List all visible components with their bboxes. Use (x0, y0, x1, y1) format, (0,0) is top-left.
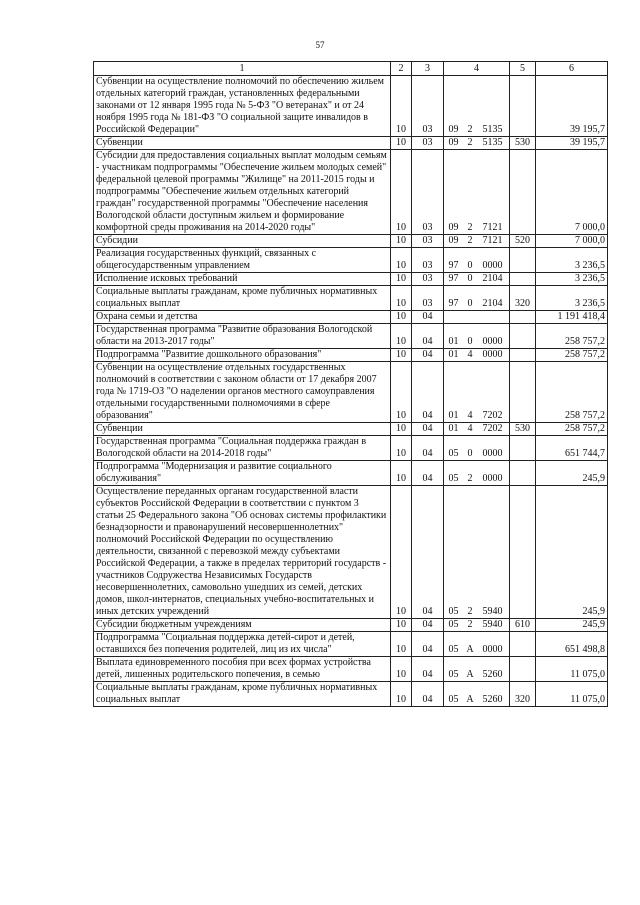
row-expense-type (510, 632, 536, 657)
row-name: Реализация государственных функций, связанных с общегосударственным управлением (94, 248, 391, 273)
code-direction: 5135 (482, 137, 503, 148)
row-expense-type: 530 (510, 137, 536, 150)
row-name: Подпрограмма "Социальная поддержка детей-сирот и детей, оставшихся без попечения родителей, лиц из их числа" (94, 632, 391, 657)
table-row (94, 619, 608, 632)
code-program: 05 (448, 473, 459, 484)
page-number: 57 (315, 40, 325, 50)
header-cell: 2 (391, 62, 412, 76)
row-section: 10 (391, 486, 412, 619)
row-subsection: 03 (412, 273, 444, 286)
code-program: 09 (448, 222, 459, 233)
row-name: Исполнение исковых требований (94, 273, 391, 286)
row-section: 10 (391, 248, 412, 273)
row-subsection: 04 (412, 423, 444, 436)
code-subprogram: 2 (467, 222, 473, 233)
code-subprogram: 4 (467, 410, 473, 421)
header-cell: 6 (536, 62, 608, 76)
row-subsection: 03 (412, 150, 444, 235)
row-amount: 258 757,2 (536, 362, 608, 423)
code-subprogram: А (466, 644, 474, 655)
header-cell: 5 (510, 62, 536, 76)
code-subprogram: 2 (467, 473, 473, 484)
row-amount: 258 757,2 (536, 423, 608, 436)
code-direction: 7202 (482, 410, 503, 421)
row-target-code (444, 632, 510, 657)
code-program: 97 (448, 260, 459, 271)
row-subsection: 03 (412, 76, 444, 137)
table-row (94, 324, 608, 349)
row-section: 10 (391, 632, 412, 657)
table-row (94, 632, 608, 657)
table-row (94, 286, 608, 311)
row-target-code (444, 349, 510, 362)
code-direction: 0000 (482, 473, 503, 484)
code-subprogram: 4 (467, 423, 473, 434)
row-amount: 1 191 418,4 (536, 311, 608, 324)
row-section: 10 (391, 311, 412, 324)
row-target-code (444, 324, 510, 349)
row-subsection: 03 (412, 286, 444, 311)
row-amount: 7 000,0 (536, 235, 608, 248)
row-section: 10 (391, 657, 412, 682)
row-target-code (444, 486, 510, 619)
row-expense-type (510, 150, 536, 235)
code-direction: 0000 (482, 336, 503, 347)
row-name: Выплата единовременного пособия при всех формах устройства детей, лишенных родительского попечения, в семью (94, 657, 391, 682)
row-section: 10 (391, 362, 412, 423)
row-name: Социальные выплаты гражданам, кроме публичных нормативных социальных выплат (94, 286, 391, 311)
row-section: 10 (391, 286, 412, 311)
table-row (94, 248, 608, 273)
row-expense-type (510, 349, 536, 362)
row-subsection: 04 (412, 324, 444, 349)
row-target-code (444, 423, 510, 436)
row-name: Субсидии бюджетным учреждениям (94, 619, 391, 632)
row-name: Социальные выплаты гражданам, кроме публичных нормативных социальных выплат (94, 682, 391, 707)
code-program: 05 (448, 619, 459, 630)
row-section: 10 (391, 76, 412, 137)
row-subsection: 04 (412, 436, 444, 461)
row-name: Подпрограмма "Модернизация и развитие социального обслуживания" (94, 461, 391, 486)
code-subprogram: 0 (467, 298, 473, 309)
row-target-code (444, 248, 510, 273)
code-direction: 2104 (482, 298, 503, 309)
row-section: 10 (391, 235, 412, 248)
code-subprogram: А (466, 694, 474, 705)
code-program: 05 (448, 606, 459, 617)
code-subprogram: 2 (467, 235, 473, 246)
table-row (94, 461, 608, 486)
row-name: Субвенции на осуществление полномочий по обеспечению жильем отдельных категорий граждан, установленных федеральными законами от 12 января 1995 года № 5-ФЗ "О ветеранах" и от 24 ноября 1995 года № 181-ФЗ "О социальной защите инвалидов в Российской Федерации" (94, 76, 391, 137)
code-program: 05 (448, 644, 459, 655)
row-subsection: 03 (412, 248, 444, 273)
code-direction: 7202 (482, 423, 503, 434)
row-section: 10 (391, 137, 412, 150)
table-row (94, 657, 608, 682)
row-amount: 7 000,0 (536, 150, 608, 235)
row-amount: 3 236,5 (536, 286, 608, 311)
row-target-code (444, 682, 510, 707)
row-subsection: 04 (412, 311, 444, 324)
row-amount: 3 236,5 (536, 248, 608, 273)
row-amount: 258 757,2 (536, 349, 608, 362)
code-direction: 5135 (482, 124, 503, 135)
row-section: 10 (391, 423, 412, 436)
row-name: Охрана семьи и детства (94, 311, 391, 324)
code-subprogram: 0 (467, 260, 473, 271)
code-program: 97 (448, 273, 459, 284)
row-target-code (444, 436, 510, 461)
table-row (94, 137, 608, 150)
code-program: 05 (448, 448, 459, 459)
table-row (94, 349, 608, 362)
row-name: Государственная программа "Развитие образования Вологодской области на 2013-2017 годы" (94, 324, 391, 349)
row-expense-type (510, 362, 536, 423)
code-direction: 0000 (482, 448, 503, 459)
row-expense-type (510, 486, 536, 619)
budget-table (93, 61, 608, 707)
row-subsection: 04 (412, 619, 444, 632)
code-subprogram: 4 (467, 349, 473, 360)
table-row (94, 150, 608, 235)
row-subsection: 03 (412, 235, 444, 248)
table-row (94, 436, 608, 461)
row-target-code (444, 235, 510, 248)
row-target-code (444, 137, 510, 150)
code-subprogram: 2 (467, 606, 473, 617)
row-expense-type (510, 76, 536, 137)
row-subsection: 04 (412, 632, 444, 657)
header-row (94, 62, 608, 76)
code-subprogram: 2 (467, 137, 473, 148)
row-amount: 39 195,7 (536, 137, 608, 150)
header-cell: 1 (94, 62, 391, 76)
code-program: 05 (448, 694, 459, 705)
row-subsection: 04 (412, 461, 444, 486)
row-section: 10 (391, 682, 412, 707)
code-direction: 5260 (482, 669, 503, 680)
table-row (94, 423, 608, 436)
row-name: Субвенции на осуществление отдельных государственных полномочий в соответствии с законом области от 17 декабря 2007 года № 1719-ОЗ "О наделении органов местного самоуправления отдельными государственными полномочиями в сфере образования" (94, 362, 391, 423)
code-program: 09 (448, 124, 459, 135)
code-subprogram: 0 (467, 336, 473, 347)
row-subsection: 04 (412, 486, 444, 619)
header-cell: 4 (444, 62, 510, 76)
row-name: Субсидии (94, 235, 391, 248)
row-name: Субвенции (94, 137, 391, 150)
row-expense-type (510, 461, 536, 486)
row-section: 10 (391, 150, 412, 235)
row-amount: 39 195,7 (536, 76, 608, 137)
code-direction: 5940 (482, 619, 503, 630)
code-direction: 0000 (482, 644, 503, 655)
row-name: Субвенции (94, 423, 391, 436)
code-direction: 2104 (482, 273, 503, 284)
table-row (94, 311, 608, 324)
row-target-code (444, 311, 510, 324)
row-amount: 651 744,7 (536, 436, 608, 461)
row-subsection: 04 (412, 657, 444, 682)
table-row (94, 76, 608, 137)
row-amount: 11 075,0 (536, 657, 608, 682)
row-expense-type (510, 311, 536, 324)
row-subsection: 04 (412, 362, 444, 423)
code-direction: 5940 (482, 606, 503, 617)
row-target-code (444, 76, 510, 137)
row-section: 10 (391, 619, 412, 632)
row-target-code (444, 150, 510, 235)
code-direction: 7121 (482, 235, 503, 246)
row-name: Подпрограмма "Развитие дошкольного образования" (94, 349, 391, 362)
code-subprogram: 0 (467, 273, 473, 284)
row-amount: 245,9 (536, 619, 608, 632)
code-program: 01 (448, 336, 459, 347)
table-row (94, 362, 608, 423)
table-row (94, 682, 608, 707)
row-amount: 258 757,2 (536, 324, 608, 349)
row-section: 10 (391, 324, 412, 349)
row-subsection: 04 (412, 349, 444, 362)
row-section: 10 (391, 349, 412, 362)
code-program: 09 (448, 137, 459, 148)
code-direction: 5260 (482, 694, 503, 705)
row-name: Осуществление переданных органам государственной власти субъектов Российской Федерации в соответствии с пунктом 3 статьи 25 Федерального закона "Об основах системы профилактики безнадзорности и правонарушений несовершеннолетних" полномочий Российской Федерации по осуществлению деятельности, связанной с перевозкой между субъектами Российской Федерации, а также в пределах территорий государств - участников Содружества Независимых Государств несовершеннолетних, самовольно ушедших из семей, детских домов, школ-интернатов, специальных учебно-воспитательных и иных детских учреждений (94, 486, 391, 619)
code-subprogram: 2 (467, 124, 473, 135)
code-program: 01 (448, 410, 459, 421)
row-expense-type (510, 273, 536, 286)
code-subprogram: 0 (467, 448, 473, 459)
row-amount: 3 236,5 (536, 273, 608, 286)
code-program: 05 (448, 669, 459, 680)
table-row (94, 235, 608, 248)
row-expense-type: 530 (510, 423, 536, 436)
code-program: 09 (448, 235, 459, 246)
header-cell: 3 (412, 62, 444, 76)
row-expense-type (510, 657, 536, 682)
table-row (94, 486, 608, 619)
row-amount: 245,9 (536, 486, 608, 619)
row-name: Субсидии для предоставления социальных выплат молодым семьям - участникам подпрограммы "Обеспечение жильем молодых семей" федеральной целевой программы "Жилище" на 2011-2015 годы и подпрограммы "Обеспечение жильем отдельных категорий граждан" государственной программы "Обеспечение населения Вологодской области доступным жильем и формирование комфортной среды проживания на 2014-2020 годы" (94, 150, 391, 235)
row-amount: 245,9 (536, 461, 608, 486)
code-program: 97 (448, 298, 459, 309)
row-target-code (444, 461, 510, 486)
code-program: 01 (448, 423, 459, 434)
code-direction: 7121 (482, 222, 503, 233)
row-amount: 651 498,8 (536, 632, 608, 657)
row-section: 10 (391, 461, 412, 486)
row-section: 10 (391, 273, 412, 286)
row-name: Государственная программа "Социальная поддержка граждан в Вологодской области на 2014-2018 годы" (94, 436, 391, 461)
row-expense-type: 320 (510, 286, 536, 311)
code-subprogram: 2 (467, 619, 473, 630)
row-target-code (444, 362, 510, 423)
code-direction: 0000 (482, 349, 503, 360)
row-target-code (444, 657, 510, 682)
row-expense-type (510, 436, 536, 461)
code-subprogram: А (466, 669, 474, 680)
code-program: 01 (448, 349, 459, 360)
row-expense-type (510, 248, 536, 273)
row-expense-type: 520 (510, 235, 536, 248)
row-expense-type: 610 (510, 619, 536, 632)
row-amount: 11 075,0 (536, 682, 608, 707)
row-expense-type: 320 (510, 682, 536, 707)
row-section: 10 (391, 436, 412, 461)
row-target-code (444, 286, 510, 311)
row-expense-type (510, 324, 536, 349)
row-target-code (444, 273, 510, 286)
row-subsection: 04 (412, 682, 444, 707)
row-subsection: 03 (412, 137, 444, 150)
row-target-code (444, 619, 510, 632)
table-row (94, 273, 608, 286)
code-direction: 0000 (482, 260, 503, 271)
